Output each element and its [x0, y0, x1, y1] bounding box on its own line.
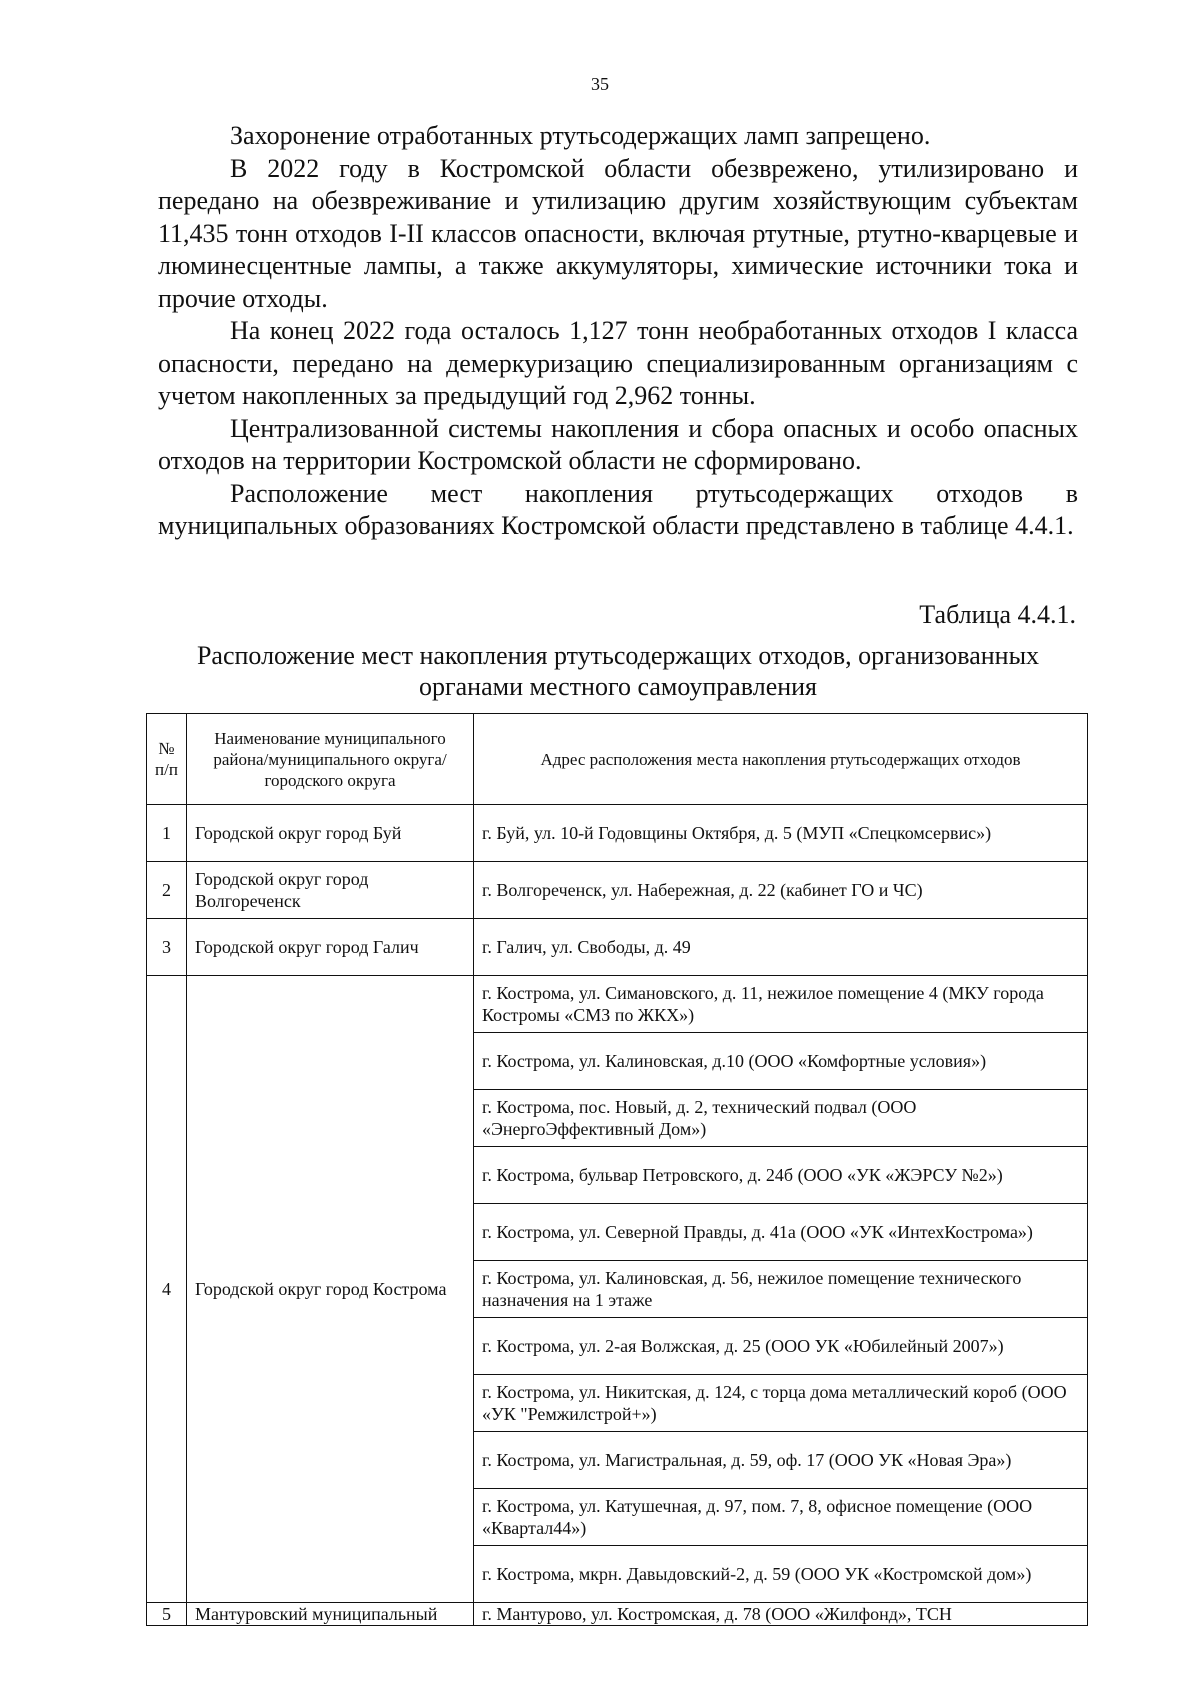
waste-sites-table	[146, 713, 1088, 1626]
row-address: г. Мантурово, ул. Костромская, д. 78 (ООО «Жилфонд», ТСН	[474, 1603, 1088, 1626]
row-address: г. Буй, ул. 10-й Годовщины Октября, д. 5 (МУП «Спецкомсервис»)	[474, 805, 1088, 862]
row-address: г. Кострома, пос. Новый, д. 2, технический подвал (ООО «ЭнергоЭффективный Дом»)	[474, 1090, 1088, 1147]
paragraph: В 2022 году в Костромской области обезврежено, утилизировано и передано на обезвреживание и утилизацию другим хозяйствующим субъектам 11,435 тонн отходов I-II классов опасности, включая ртутные, ртутно-кварцевые и люминесцентные лампы, а также аккумуляторы, химические источники тока и прочие отходы.	[158, 153, 1078, 313]
header-num: № п/п	[147, 714, 187, 805]
row-address: г. Кострома, ул. Никитская, д. 124, с торца дома металлический короб (ООО «УК "Ремжилстрой+»)	[474, 1375, 1088, 1432]
row-name: Городской округ город Галич	[187, 919, 474, 976]
row-num: 5	[147, 1603, 187, 1626]
page-number: 35	[591, 74, 609, 94]
table-caption: Таблица 4.4.1.	[919, 600, 1076, 629]
paragraph: На конец 2022 года осталось 1,127 тонн необработанных отходов I класса опасности, передано на демеркуризацию специализированным организациям с учетом накопленных за предыдущий год 2,962 тонны.	[158, 316, 1078, 410]
body-text	[158, 120, 1078, 543]
row-address: г. Кострома, бульвар Петровского, д. 24б (ООО «УК «ЖЭРСУ №2»)	[474, 1147, 1088, 1204]
row-address: г. Кострома, ул. Симановского, д. 11, нежилое помещение 4 (МКУ города Костромы «СМЗ по ЖКХ»)	[474, 976, 1088, 1033]
table-title: Расположение мест накопления ртутьсодержащих отходов, организованных органами местного самоуправления	[196, 641, 1040, 701]
row-num: 4	[147, 976, 187, 1603]
row-address: г. Кострома, ул. Магистральная, д. 59, оф. 17 (ООО УК «Новая Эра»)	[474, 1432, 1088, 1489]
row-num: 1	[147, 805, 187, 862]
header-name: Наименование муниципального района/муниципального округа/городского округа	[187, 714, 474, 805]
table-row	[147, 805, 1088, 862]
paragraph: Захоронение отработанных ртутьсодержащих ламп запрещено.	[230, 121, 931, 150]
table-header-row	[147, 714, 1088, 805]
table-row	[147, 919, 1088, 976]
row-address: г. Волгореченск, ул. Набережная, д. 22 (кабинет ГО и ЧС)	[474, 862, 1088, 919]
row-name: Городской округ город Буй	[187, 805, 474, 862]
row-address: г. Кострома, мкрн. Давыдовский-2, д. 59 (ООО УК «Костромской дом»)	[474, 1546, 1088, 1603]
paragraph: Расположение мест накопления ртутьсодержащих отходов в муниципальных образованиях Костромской области представлено в таблице 4.4.1.	[158, 478, 1078, 540]
row-address: г. Кострома, ул. 2-ая Волжская, д. 25 (ООО УК «Юбилейный 2007»)	[474, 1318, 1088, 1375]
row-num: 3	[147, 919, 187, 976]
row-address: г. Галич, ул. Свободы, д. 49	[474, 919, 1088, 976]
row-address: г. Кострома, ул. Калиновская, д.10 (ООО «Комфортные условия»)	[474, 1033, 1088, 1090]
row-name: Городской округ город Кострома	[187, 976, 474, 1603]
row-num: 2	[147, 862, 187, 919]
row-address: г. Кострома, ул. Катушечная, д. 97, пом. 7, 8, офисное помещение (ООО «Квартал44»)	[474, 1489, 1088, 1546]
row-address: г. Кострома, ул. Северной Правды, д. 41а (ООО «УК «ИнтехКострома»)	[474, 1204, 1088, 1261]
row-address: г. Кострома, ул. Калиновская, д. 56, нежилое помещение технического назначения на 1 этаже	[474, 1261, 1088, 1318]
row-name: Городской округ город Волгореченск	[187, 862, 474, 919]
header-address: Адрес расположения места накопления ртутьсодержащих отходов	[474, 714, 1088, 805]
table-row	[147, 862, 1088, 919]
paragraph: Централизованной системы накопления и сбора опасных и особо опасных отходов на территории Костромской области не сформировано.	[158, 413, 1078, 475]
table-row	[147, 976, 1088, 1033]
table-row	[147, 1603, 1088, 1626]
row-name: Мантуровский муниципальный	[187, 1603, 474, 1626]
